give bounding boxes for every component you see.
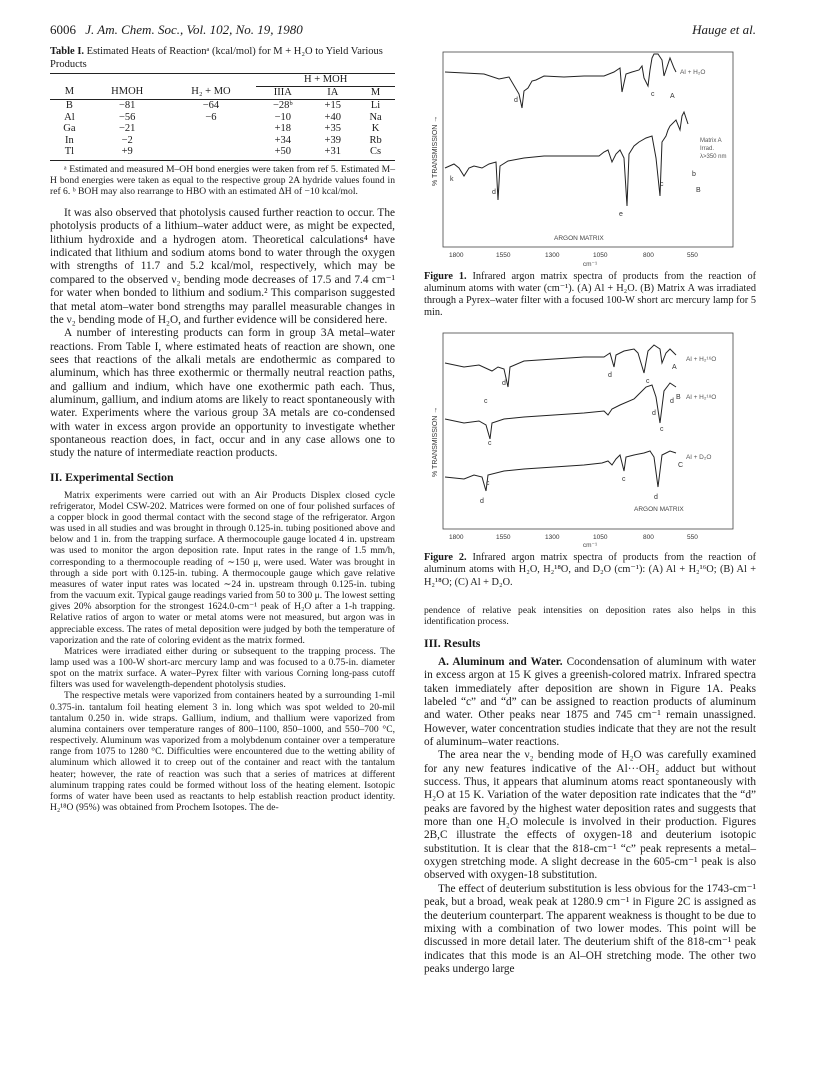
trace-annotation: λ>350 nm: [700, 154, 727, 160]
peak-label: d: [514, 97, 518, 104]
journal-citation: J. Am. Chem. Soc., Vol. 102, No. 19, 1980: [85, 22, 303, 37]
matrix-label: ARGON MATRIX: [634, 506, 684, 514]
series-label: C: [678, 462, 684, 470]
table-cell: +39: [324, 134, 341, 146]
x-tick-label: 550: [687, 252, 698, 259]
peak-label: b: [692, 171, 696, 178]
table-cell: +40: [324, 111, 341, 123]
section-heading-experimental: II. Experimental Section: [50, 469, 174, 484]
table-cell: [166, 123, 257, 135]
table-cell: +15: [324, 100, 341, 111]
body-paragraph: It was also observed that photolysis caused further reaction to occur. The photolysis products of a lithium–water adduct were, as might be expected, lithium hydroxide and a hydrogen atom. Theoretical calculations⁴ have indicated that lithium and sodium atoms bond to water through the oxygen with strengths of 11.7 and 5.2 kcal/mol, respectively, which may be compared to the observed ν₂ bending mode decreases of 17.5 and 7.4 cm⁻¹ for water when bonded to lithium and sodium.² This comparison suggested that metal atom–water bond strengths may parallel measurable changes in the ν₂ bending mode of H₂O, and further evidence will be considered here.: [50, 207, 395, 326]
peak-label: d: [480, 498, 484, 506]
spectrum-trace-a: [445, 345, 676, 387]
plot-frame: [443, 52, 733, 247]
peak-label: c: [486, 480, 490, 488]
experimental-paragraph: Matrix experiments were carried out with an Air Products Displex closed cycle refrigerator, Model CSW-202. Matrices were formed on one of four polished surfaces of a copper block in good thermal contact with the second stage of the refrigerator. Argon was used in all studies and was brought in through 0.125-in. tubing positioned above and below and 1 in. from the trapping surface. A thermocouple gauge located 4 in. upstream was used to monitor the argon deposition rate. Input rates in the range of 1.5 mm/h, corresponding to a thermocouple reading of ∼150 μ, were used. Water was brought in through a side port with 0.125-in. tubing. A thermocouple gauge which gave relative measures of water input rates was located ∼24 in. upstream through 0.125-in. tubing from the vacuum exit. Typical gauge readings varied from 50 to 300 μ. The lowest setting gives 20% absorption for the strongest 1624.0-cm⁻¹ peak of H₂O after a 1-h trapping. Relative ratios of argon to water or metal atoms were not measured, but argon was in appreciable excess. The rates of metal deposition were judged by both the temperature of vaporization and the rate of coloring evident as the matrix formed.: [50, 489, 395, 646]
peak-label: c: [651, 91, 655, 98]
figure-1-caption: [424, 271, 756, 319]
series-label: B: [676, 394, 681, 402]
table-cell: −64: [202, 100, 220, 111]
x-axis: [449, 534, 698, 541]
y-axis-label: % TRANSMISSION →: [432, 115, 439, 186]
series-label: A: [672, 364, 677, 372]
figure-1-label: Figure 1.: [424, 271, 467, 282]
table-cell: −28ᵇ: [272, 100, 293, 111]
spectrum-trace-a: [445, 54, 676, 108]
x-tick-label: 800: [643, 252, 654, 259]
table-cell: +34: [274, 134, 292, 146]
peak-label: c: [484, 398, 488, 406]
x-tick-label: 1800: [449, 534, 464, 542]
table-row: [50, 100, 395, 112]
figure-1: [424, 46, 756, 319]
spectrum-trace-c: [445, 451, 676, 491]
table-cell: B: [65, 100, 73, 111]
figure-2-spectrum: [424, 327, 756, 543]
trace-annotation: Al + D₂O: [686, 454, 712, 462]
figure-1-caption-text: Infrared argon matrix spectra of products from the reaction of aluminum atoms with water (cm⁻¹). (A) Al + H₂O. (B) Matrix A was irradiated through a Pyrex–water filter with a focused 100-W short arc mercury lamp for 5 min.: [424, 271, 757, 319]
table-cell: −2: [121, 134, 133, 146]
left-column: [50, 46, 395, 813]
table-cell: −56: [118, 111, 136, 123]
experimental-paragraph: The respective metals were vaporized from containers heated by a surrounding 1-mil 0.375-in. tantalum foil heating element 3 in. long which was spot welded to 20-mil tantalum 0.250 in. wide straps. Gallium, indium, and thallium were vaporized from alumina containers over temperature ranges of 800–1100, 850–1000, and 550–700 °C, respectively. Aluminum was vaporized from a molybdenum container over a temperature range from 1075 to 1280 °C. Difficulties were encountered due to the wetting ability of aluminum which allowed it to creep out of the container and react with the tantalum heater; however, the rate of reaction was such that a series of matrices at different aluminum trapping rates could be formed without loss of the heating element. Isotopic forms of water have been used as reactants to help establish reaction product identity. H₂¹⁸O (95%) was obtained from Prochem Isotopes. The de-: [50, 690, 395, 814]
peak-label: e: [619, 211, 623, 218]
table-col-header: HMOH: [89, 86, 166, 100]
peak-label: k: [450, 176, 454, 183]
table-cell: Na: [369, 111, 382, 123]
y-axis-label: % TRANSMISSION →: [432, 407, 439, 478]
table-col-header: IA: [309, 86, 356, 100]
x-axis-unit: cm⁻¹: [582, 261, 598, 268]
x-tick-label: 1050: [593, 534, 608, 542]
results-paragraph: The area near the ν₂ bending mode of H₂O was carefully examined for any new features indicative of the Al···OH₂ adduct but without success. Thus, it appears that aluminum atoms react spontaneously with H₂O at 15 K. Variation of the water deposition rate indicates that the “d” peaks are favored by the highest water deposition rates and suggests that more than one H₂O molecule is involved in their production. Figures 2B,C illustrate the effects of oxygen-18 and deuterium isotopic substitution. It is clear that the 818-cm⁻¹ “c” peak represents a metal–oxygen stretching mode. A slight decrease in the 605-cm⁻¹ peak is also observed with oxygen-18 substitution.: [424, 749, 756, 882]
series-label: B: [696, 187, 701, 194]
spectrum-trace-b: [445, 112, 688, 206]
table-cell: Ga: [63, 123, 76, 134]
header-authors: Hauge et al.: [692, 22, 756, 37]
trace-annotation: Al + H₂O: [680, 69, 706, 76]
page-number: 6006: [50, 22, 76, 37]
x-tick-label: 550: [687, 534, 698, 542]
figure-2-caption: [424, 552, 756, 588]
right-column: [424, 46, 756, 976]
table-col-header: M: [356, 86, 395, 100]
header-left: [50, 22, 303, 38]
experimental-paragraph: Matrices were irradiated either during or subsequent to the trapping process. The lamp used was a 100-W short-arc mercury lamp and was focused to a 0.75-in. diameter spot on the matrix surface. A water–Pyrex filter with various Corning long-pass cutoff filters was used for wavelength-dependent photolysis studies.: [50, 645, 395, 691]
matrix-label: ARGON MATRIX: [554, 235, 604, 242]
table-cell: K: [371, 123, 380, 134]
peak-label: d: [608, 372, 612, 380]
table-cell: +35: [324, 123, 341, 134]
x-tick-label: 1300: [545, 252, 560, 259]
x-tick-label: 1800: [449, 252, 464, 259]
peak-label: c: [646, 378, 650, 386]
table-caption: [50, 46, 395, 71]
trace-annotation: Matrix A: [700, 138, 722, 144]
table-row: [50, 146, 395, 160]
table-label: Table I.: [50, 46, 85, 57]
table-cell: Rb: [369, 134, 382, 146]
table-cell: Cs: [356, 146, 395, 160]
trace-annotation: Al + H₂¹⁶O: [686, 356, 717, 364]
table-row: [50, 123, 395, 135]
table-cell: [166, 146, 257, 160]
table-col-header: IIIA: [256, 86, 309, 100]
table-cell: −10: [274, 111, 292, 123]
figure-2-label: Figure 2.: [424, 552, 467, 564]
table-cell: +31: [309, 146, 356, 160]
peak-label: d: [654, 494, 658, 502]
x-axis: [449, 252, 698, 259]
table-cell: Tl: [50, 146, 89, 160]
table-title: Estimated Heats of Reactionᵃ (kcal/mol) for M + H₂O to Yield Various Products: [50, 46, 383, 70]
x-tick-label: 1300: [545, 534, 560, 542]
table-span-header-row: [50, 74, 395, 87]
x-tick-label: 1550: [496, 534, 511, 542]
table-row: [50, 112, 395, 124]
x-tick-label: 800: [643, 534, 654, 542]
results-paragraph: The effect of deuterium substitution is less obvious for the 1743-cm⁻¹ peak, but a broad, weak peak at 1280.9 cm⁻¹ in Figure 2C is assigned as the deuterium counterpart. The apparent weakness is thought to be due to mixing with a combination of two lower modes. This point will be discussed in more detail later. The deuterium shift of the 818-cm⁻¹ peak indicates that this mode is an Al–OH stretching mode. The other two peaks undergo large: [424, 882, 756, 975]
peak-label: c: [488, 440, 492, 448]
section-heading-results: III. Results: [424, 635, 481, 650]
table-cell: +50: [256, 146, 309, 160]
peak-label: c: [660, 426, 664, 434]
table-cell: In: [65, 134, 74, 146]
body-paragraph: A number of interesting products can form in group 3A metal–water reactions. From Table I, where estimated heats of reaction are shown, one sees that reactions of the alkali metals are endothermic as compared to aluminum, which has three exothermic or thermally neutral reaction paths, and gallium and indium, which have one exothermic path each. Thus, aluminum, gallium, and indium atoms are likely to react spontaneously with water. Experiments where the various group 3A metals are co-condensed with water in excess argon provide an opportunity to investigate whether spontaneous reaction does, in fact, occur and in any case allows one to study the nature of intermediate reaction products.: [50, 327, 395, 460]
figure-2-caption-text: Infrared argon matrix spectra of products from the reaction of aluminum atoms with H₂O, H₂¹⁸O, and D₂O (cm⁻¹): (A) Al + H₂¹⁶O; (B) Al + H₂¹⁸O; (C) Al + D₂O.: [424, 552, 757, 588]
peak-label: c: [622, 476, 626, 484]
peak-label: d: [502, 380, 506, 388]
x-tick-label: 1050: [593, 252, 608, 259]
peak-label: c: [660, 181, 664, 188]
table-cell: −6: [205, 111, 217, 123]
table-cell: +9: [89, 146, 166, 160]
table-span-header: H + MOH: [256, 74, 395, 87]
continuation-paragraph: pendence of relative peak intensities on deposition rates also helps in this identification process.: [424, 604, 756, 627]
results-paragraph-text: Cocondensation of aluminum with water in excess argon at 15 K gives a greenish-colored matrix. Infrared spectra taken immediately after deposition are shown in Figure 1A. Peaks labeled “c” and “d” can be assigned to reaction products of aluminum and water. Other peaks near 1875 and 745 cm⁻¹ remain unassigned. However, water concentration studies indicate that they are not the result of aluminum–water reactions.: [424, 655, 756, 749]
table-cell: −81: [118, 100, 136, 111]
x-axis-unit: cm⁻¹: [582, 542, 598, 550]
trace-annotation: Al + H₂¹⁸O: [686, 394, 717, 402]
spectrum-trace-b: [445, 383, 676, 439]
table-footnote: ᵃ Estimated and measured M–OH bond energies were taken from ref 5. Estimated M–H bond energies were taken as equal to the respective group 2A hydride values found in ref 6. ᵇ BOH may also rearrange to HBO with an estimated ΔH of −10 kcal/mol.: [50, 163, 395, 197]
table-col-header: H₂ + MO: [166, 86, 257, 100]
trace-annotation: Irrad.: [700, 146, 715, 152]
table-row: [50, 135, 395, 147]
peak-label: d: [492, 189, 496, 196]
table-header-row: [50, 86, 395, 100]
table-col-header: M: [50, 86, 89, 100]
subsection-heading: A. Aluminum and Water.: [438, 655, 563, 668]
table-cell: [166, 135, 257, 147]
table-cell: Li: [370, 100, 381, 111]
figure-2: [424, 327, 756, 588]
table-cell: Al: [64, 111, 75, 123]
x-tick-label: 1550: [496, 252, 511, 259]
figure-1-spectrum: [424, 46, 756, 262]
peak-label: d: [670, 398, 674, 406]
heats-of-reaction-table: [50, 73, 395, 161]
series-label: A: [670, 93, 675, 100]
table-cell: +18: [274, 123, 292, 134]
table-cell: −21: [118, 123, 136, 134]
results-paragraph: [424, 656, 756, 749]
peak-label: d: [652, 410, 656, 418]
